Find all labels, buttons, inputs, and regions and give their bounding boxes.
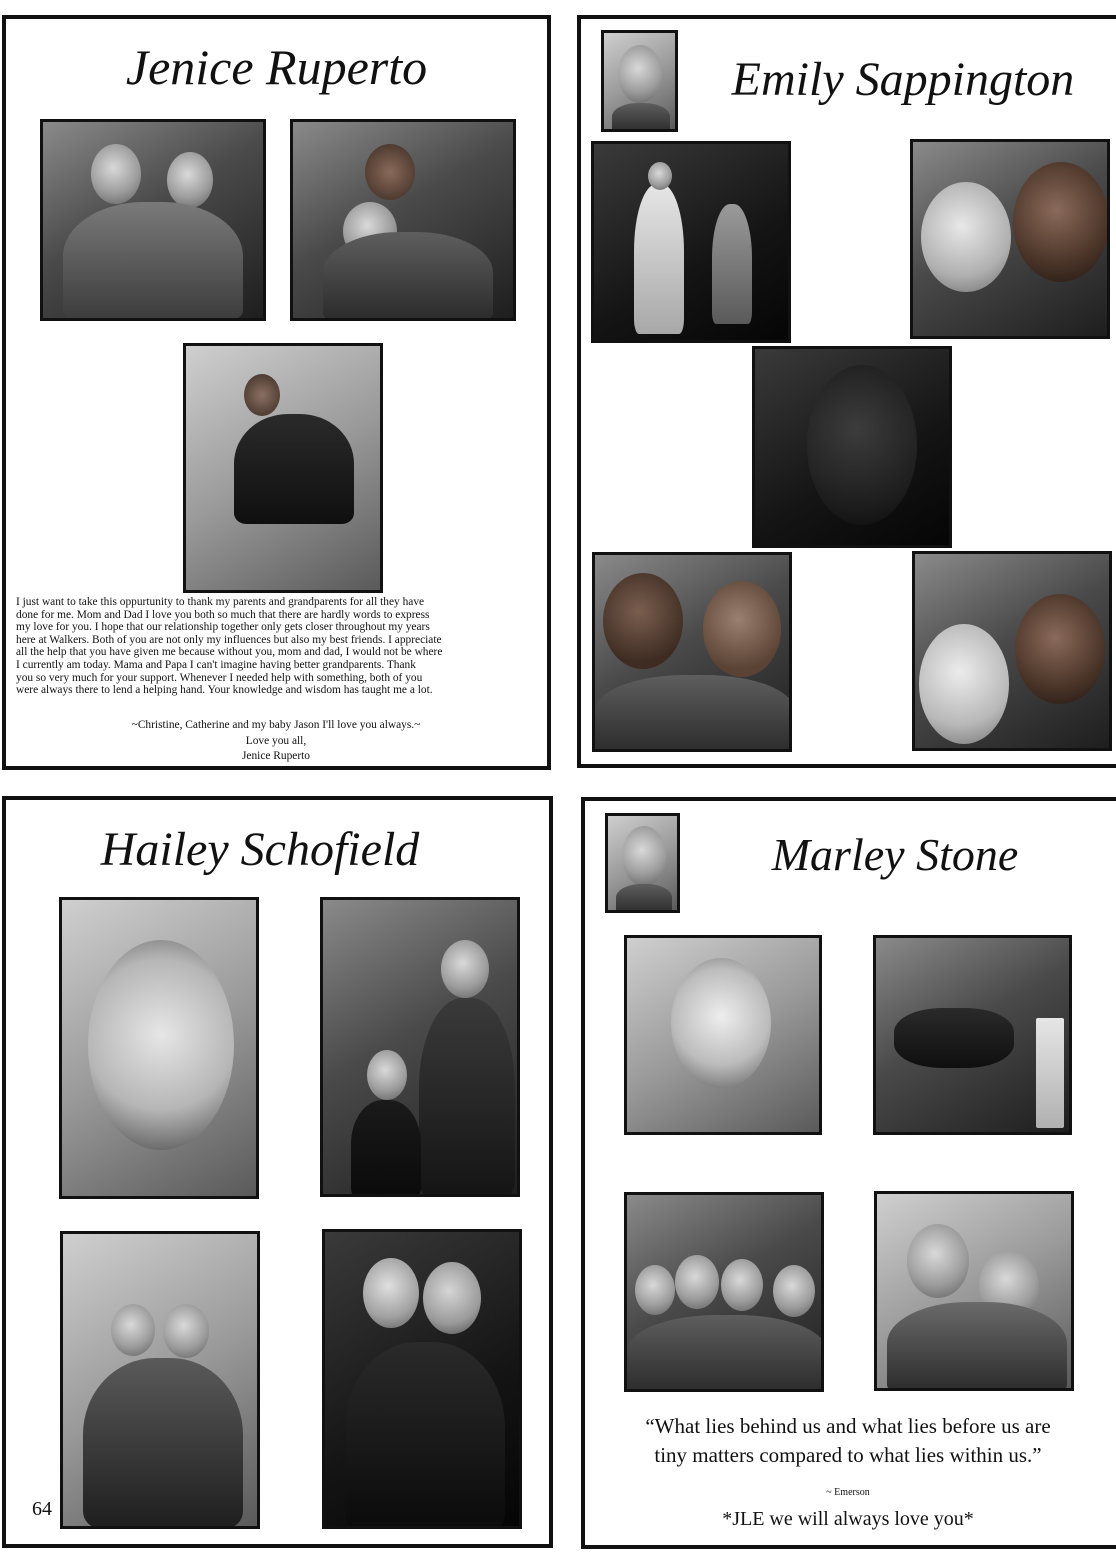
quote-line: tiny matters compared to what lies within us.”: [654, 1443, 1042, 1467]
photo-couple: [40, 119, 266, 321]
letter-line: were always there to lend a helping hand. Your knowledge and wisdom has taught me a lot.: [16, 684, 433, 697]
portrait-thumbnail: [601, 30, 678, 132]
photo-group-outdoors: [624, 1192, 824, 1392]
photo-dark-profile: [752, 346, 952, 548]
name-heading: Emily Sappington: [731, 53, 1075, 106]
quote-line: “What lies behind us and what lies before us are: [645, 1414, 1051, 1438]
photo-costume-night: [591, 141, 791, 343]
letter-line: all the help that you have given me because without you, mom and dad, I would not be where: [16, 646, 443, 659]
letter-text: [16, 596, 536, 697]
name-heading: Marley Stone: [771, 829, 1019, 880]
photo-porch: [183, 343, 383, 593]
photo-laughing-pair: [912, 551, 1112, 751]
page-number: 64: [32, 1498, 52, 1520]
letter-line: here at Walkers. Both of you are not only my influences but also my best friends. I appreciate: [16, 633, 442, 646]
photo-couch-friends: [60, 1231, 260, 1529]
quote: [580, 1412, 1116, 1470]
photo-formal-pair: [322, 1229, 522, 1529]
photo-pair-hug: [290, 119, 516, 321]
name-heading: Hailey Schofield: [100, 823, 420, 876]
photo-horse-jump: [873, 935, 1072, 1135]
dedication: *JLE we will always love you*: [722, 1508, 974, 1530]
quote-attribution: ~ Emerson: [826, 1487, 870, 1498]
letter-closing-line: ~Christine, Catherine and my baby Jason I'll love you always.~: [131, 719, 421, 731]
letter-line: I currently am today. Mama and Papa I can't imagine having better grandparents. Thank: [16, 658, 416, 671]
letter-line: I just want to take this oppurtunity to thank my parents and grandparents for all they have: [16, 596, 425, 608]
letter-line: you so very much for your support. Whenever I needed help with something, both of you: [16, 671, 423, 684]
photo-duo-dorm: [592, 552, 792, 752]
photo-hug-indoors: [874, 1191, 1074, 1391]
name-heading: Jenice Ruperto: [125, 39, 428, 95]
photo-smiling-portrait: [59, 897, 259, 1199]
photo-friends-closeup: [910, 139, 1110, 339]
portrait-thumbnail: [605, 813, 680, 913]
letter-signature: Jenice Ruperto: [241, 750, 310, 762]
letter-line: my love for you. I hope that our relationship together only gets closer throughout my years: [16, 621, 430, 634]
letter-signoff: Love you all,: [245, 735, 307, 747]
letter-line: done for me. Mom and Dad I love you both so much that there are hardly words to express: [16, 608, 430, 621]
photo-garden-pair: [320, 897, 520, 1197]
photo-smiling-girl: [624, 935, 822, 1135]
